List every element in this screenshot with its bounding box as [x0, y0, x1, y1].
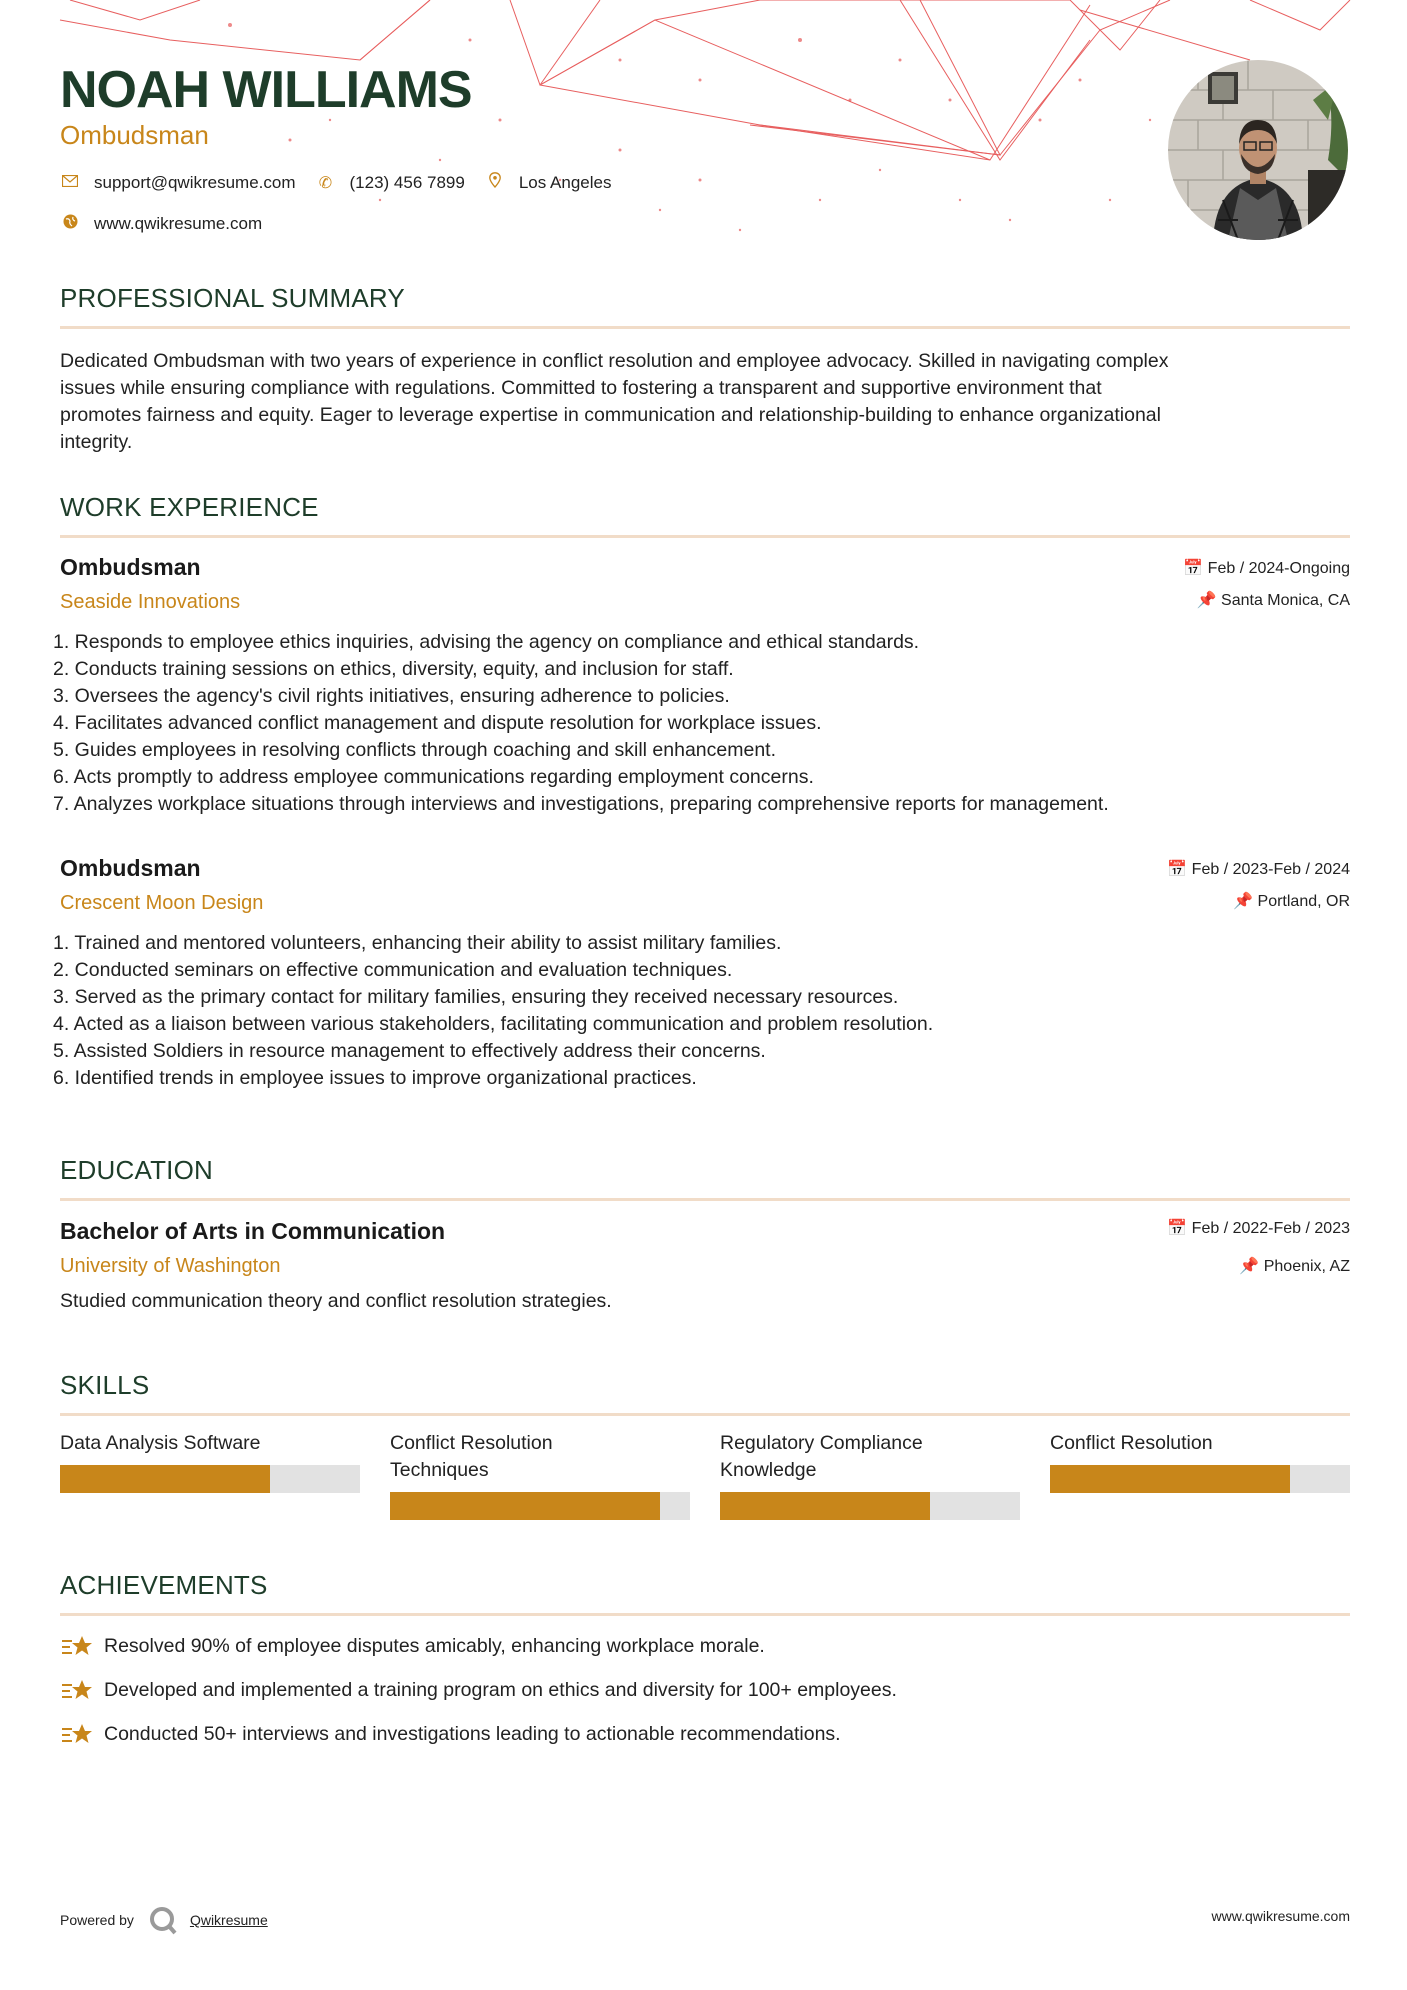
summary-heading: PROFESSIONAL SUMMARY: [60, 283, 405, 313]
list-item: 5. Assisted Soldiers in resource management to effectively address their concerns.: [53, 1040, 766, 1062]
section-divider: [60, 1613, 1350, 1616]
achievements-heading: ACHIEVEMENTS: [60, 1570, 268, 1600]
skill-name-line: Techniques: [390, 1459, 489, 1481]
envelope-icon: [60, 174, 80, 192]
contact-email[interactable]: support@qwikresume.com: [94, 172, 296, 192]
skills-heading: SKILLS: [60, 1370, 150, 1400]
section-divider: [60, 1198, 1350, 1201]
contact-phone: (123) 456 7899: [349, 172, 465, 192]
skill-level-fill: [60, 1465, 270, 1493]
calendar-icon: 📅: [1167, 861, 1188, 878]
education-description: Studied communication theory and conflict resolution strategies.: [60, 1290, 612, 1312]
job-company: Seaside Innovations: [60, 591, 241, 613]
degree-title: Bachelor of Arts in Communication: [60, 1218, 446, 1244]
skill-level-fill: [390, 1492, 660, 1520]
contact-row-secondary: [60, 214, 262, 234]
skill-level-fill: [720, 1492, 930, 1520]
calendar-icon: 📅: [1183, 560, 1204, 577]
job-dates: Feb / 2024-Ongoing: [1207, 560, 1350, 577]
contact-row-primary: [60, 172, 611, 193]
job-entry-2: [53, 855, 1350, 1089]
education-entry: [60, 1218, 1350, 1312]
section-divider: [60, 535, 1350, 538]
star-list-icon: [60, 1632, 94, 1660]
list-item: 7. Analyzes workplace situations through interviews and investigations, preparing comprehensive reports for management.: [53, 793, 1109, 815]
pushpin-icon: 📌: [1239, 1258, 1260, 1275]
achievement-item: [60, 1632, 765, 1660]
job-title: Ombudsman: [60, 855, 201, 881]
summary-section: [60, 283, 1350, 456]
job-meta: [1167, 859, 1350, 923]
job-location: Portland, OR: [1257, 893, 1350, 910]
list-item: 1. Trained and mentored volunteers, enhancing their ability to assist military families.: [53, 932, 782, 954]
skill-level-bar: [60, 1465, 360, 1493]
list-item: 6. Acts promptly to address employee communications regarding employment concerns.: [53, 766, 814, 788]
skill-level-bar: [1050, 1465, 1350, 1493]
skill-item: [390, 1430, 690, 1520]
experience-heading: WORK EXPERIENCE: [60, 492, 319, 522]
globe-icon: [60, 214, 80, 234]
job-dates: Feb / 2023-Feb / 2024: [1191, 861, 1350, 878]
contact-website[interactable]: www.qwikresume.com: [94, 214, 263, 233]
candidate-name: NOAH WILLIAMS: [60, 61, 472, 119]
list-item: 4. Acted as a liaison between various stakeholders, facilitating communication and problem resolution.: [53, 1013, 934, 1035]
section-divider: [60, 1413, 1350, 1416]
achievement-item: [60, 1676, 897, 1704]
achievement-text: Conducted 50+ interviews and investigations leading to actionable recommendations.: [104, 1722, 841, 1745]
job-company: Crescent Moon Design: [60, 892, 264, 914]
job-location: Santa Monica, CA: [1221, 592, 1350, 609]
summary-line: issues while ensuring compliance with regulations. Committed to fostering a transparent and supportive environment that: [60, 377, 1102, 399]
skill-name-line: Conflict Resolution: [1050, 1432, 1213, 1454]
skills-section: [60, 1370, 1350, 1416]
achievement-text: Resolved 90% of employee disputes amicably, enhancing workplace morale.: [104, 1634, 765, 1657]
skills-grid: [60, 1430, 1350, 1520]
skill-item: [720, 1430, 1020, 1520]
skill-item: [60, 1430, 360, 1520]
experience-section: [60, 492, 1350, 538]
profile-photo: [1168, 60, 1348, 240]
pushpin-icon: 📌: [1196, 592, 1217, 609]
job-responsibilities: [53, 930, 933, 1092]
list-item: 2. Conducted seminars on effective communication and evaluation techniques.: [53, 959, 733, 981]
list-item: 2. Conducts training sessions on ethics, diversity, equity, and inclusion for staff.: [53, 658, 734, 680]
skill-level-bar: [390, 1492, 690, 1520]
school-name: University of Washington: [60, 1255, 281, 1277]
footer-website[interactable]: www.qwikresume.com: [1211, 1908, 1350, 1924]
job-responsibilities: [53, 629, 1109, 818]
education-heading: EDUCATION: [60, 1155, 213, 1185]
star-list-icon: [60, 1720, 94, 1748]
education-meta: [1167, 1218, 1350, 1288]
phone-icon: ✆: [318, 174, 333, 192]
contact-location: Los Angeles: [518, 172, 612, 192]
section-divider: [60, 326, 1350, 329]
skill-name-line: Data Analysis Software: [60, 1432, 261, 1454]
qwikresume-logo-icon: [148, 1905, 178, 1935]
skill-name: [1050, 1430, 1350, 1457]
list-item: 4. Facilitates advanced conflict management and dispute resolution for workplace issues.: [53, 712, 822, 734]
powered-by-label: Powered by: [60, 1912, 134, 1928]
achievement-text: Developed and implemented a training program on ethics and diversity for 100+ employees.: [104, 1678, 897, 1701]
list-item: 6. Identified trends in employee issues to improve organizational practices.: [53, 1067, 697, 1089]
job-title: Ombudsman: [60, 554, 201, 580]
skill-name: [720, 1430, 1020, 1484]
skill-name-line: Knowledge: [720, 1459, 817, 1481]
list-item: 5. Guides employees in resolving conflicts through coaching and skill enhancement.: [53, 739, 776, 761]
skill-level-bar: [720, 1492, 1020, 1520]
powered-by: [60, 1905, 268, 1935]
star-list-icon: [60, 1676, 94, 1704]
calendar-icon: 📅: [1167, 1220, 1188, 1237]
job-entry-1: [53, 554, 1350, 815]
education-section: [60, 1155, 1350, 1201]
achievements-section: [60, 1570, 1350, 1616]
skill-item: [1050, 1430, 1350, 1520]
education-location: Phoenix, AZ: [1263, 1258, 1350, 1275]
skill-name: [390, 1430, 690, 1484]
list-item: 1. Responds to employee ethics inquiries, advising the agency on compliance and ethical standards.: [53, 631, 920, 653]
job-meta: [1183, 558, 1350, 622]
summary-line: integrity.: [60, 431, 133, 453]
list-item: 3. Served as the primary contact for military families, ensuring they received necessary resources.: [53, 986, 899, 1008]
skill-name-line: Regulatory Compliance: [720, 1432, 923, 1454]
skill-name: [60, 1430, 360, 1457]
summary-line: Dedicated Ombudsman with two years of experience in conflict resolution and employee advocacy. Skilled in navigating complex: [60, 350, 1169, 372]
education-dates: Feb / 2022-Feb / 2023: [1191, 1220, 1350, 1237]
achievement-item: [60, 1720, 841, 1748]
skill-level-fill: [1050, 1465, 1290, 1493]
summary-text: [60, 348, 1350, 456]
candidate-role: Ombudsman: [60, 120, 209, 150]
pushpin-icon: 📌: [1233, 893, 1254, 910]
summary-line: promotes fairness and equity. Eager to leverage expertise in communication and relationship-building to enhance organizational: [60, 404, 1161, 426]
skill-name-line: Conflict Resolution: [390, 1432, 553, 1454]
map-pin-icon: [485, 172, 505, 193]
qwikresume-link[interactable]: Qwikresume: [189, 1912, 268, 1928]
list-item: 3. Oversees the agency's civil rights initiatives, ensuring adherence to policies.: [53, 685, 730, 707]
